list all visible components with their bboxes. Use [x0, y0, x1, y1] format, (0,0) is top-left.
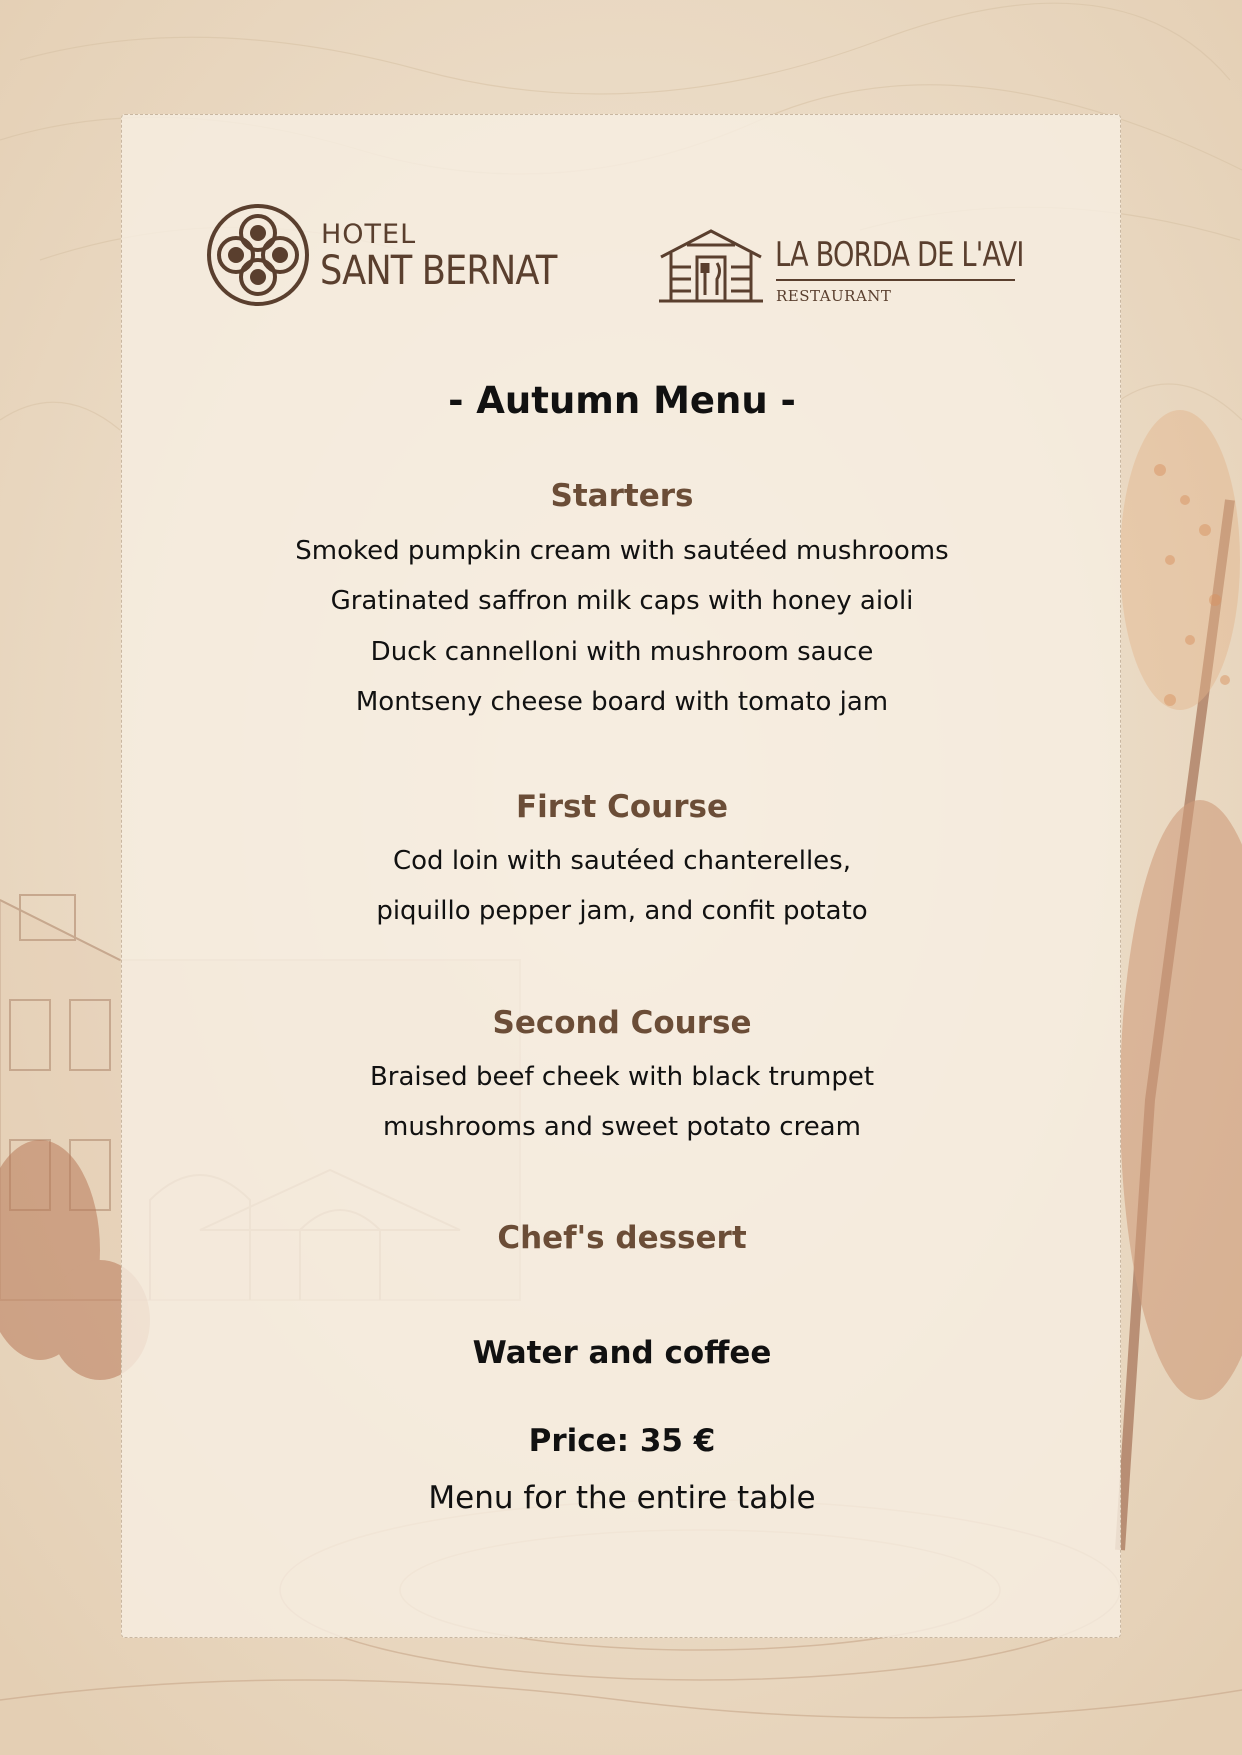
restaurant-logo-divider	[776, 279, 1015, 281]
cabin-fork-knife-icon	[657, 227, 765, 305]
hotel-logo	[206, 203, 566, 313]
second-course-line: Braised beef cheek with black trumpet	[369, 1062, 875, 1092]
first-course-heading: First Course	[515, 789, 729, 825]
drinks-line: Water and coffee	[472, 1335, 772, 1371]
starter-item: Gratinated saffron milk caps with honey aioli	[330, 586, 914, 616]
menu-card	[121, 114, 1121, 1638]
restaurant-logo-line1: LA BORDA DE L'AVI	[775, 235, 1024, 275]
hotel-logo-line1: HOTEL	[321, 219, 417, 250]
hotel-logo-line2: SANT BERNAT	[320, 248, 557, 294]
first-course-line: piquillo pepper jam, and confit potato	[376, 896, 868, 926]
quatrefoil-emblem-icon	[206, 203, 310, 307]
first-course-line: Cod loin with sautéed chanterelles,	[392, 846, 851, 876]
starters-heading: Starters	[550, 478, 694, 514]
second-course-heading: Second Course	[492, 1005, 752, 1041]
starter-item: Smoked pumpkin cream with sautéed mushrooms	[295, 536, 949, 566]
logo-header	[122, 115, 1122, 335]
restaurant-logo-line2: RESTAURANT	[776, 287, 892, 305]
menu-title: - Autumn Menu -	[448, 379, 796, 422]
starter-item: Duck cannelloni with mushroom sauce	[370, 637, 874, 667]
second-course-line: mushrooms and sweet potato cream	[383, 1112, 861, 1142]
menu-note: Menu for the entire table	[428, 1480, 816, 1516]
starter-item: Montseny cheese board with tomato jam	[355, 687, 889, 717]
price-line: Price: 35 €	[528, 1423, 716, 1459]
dessert-heading: Chef's dessert	[497, 1220, 747, 1256]
restaurant-logo	[657, 227, 1057, 317]
